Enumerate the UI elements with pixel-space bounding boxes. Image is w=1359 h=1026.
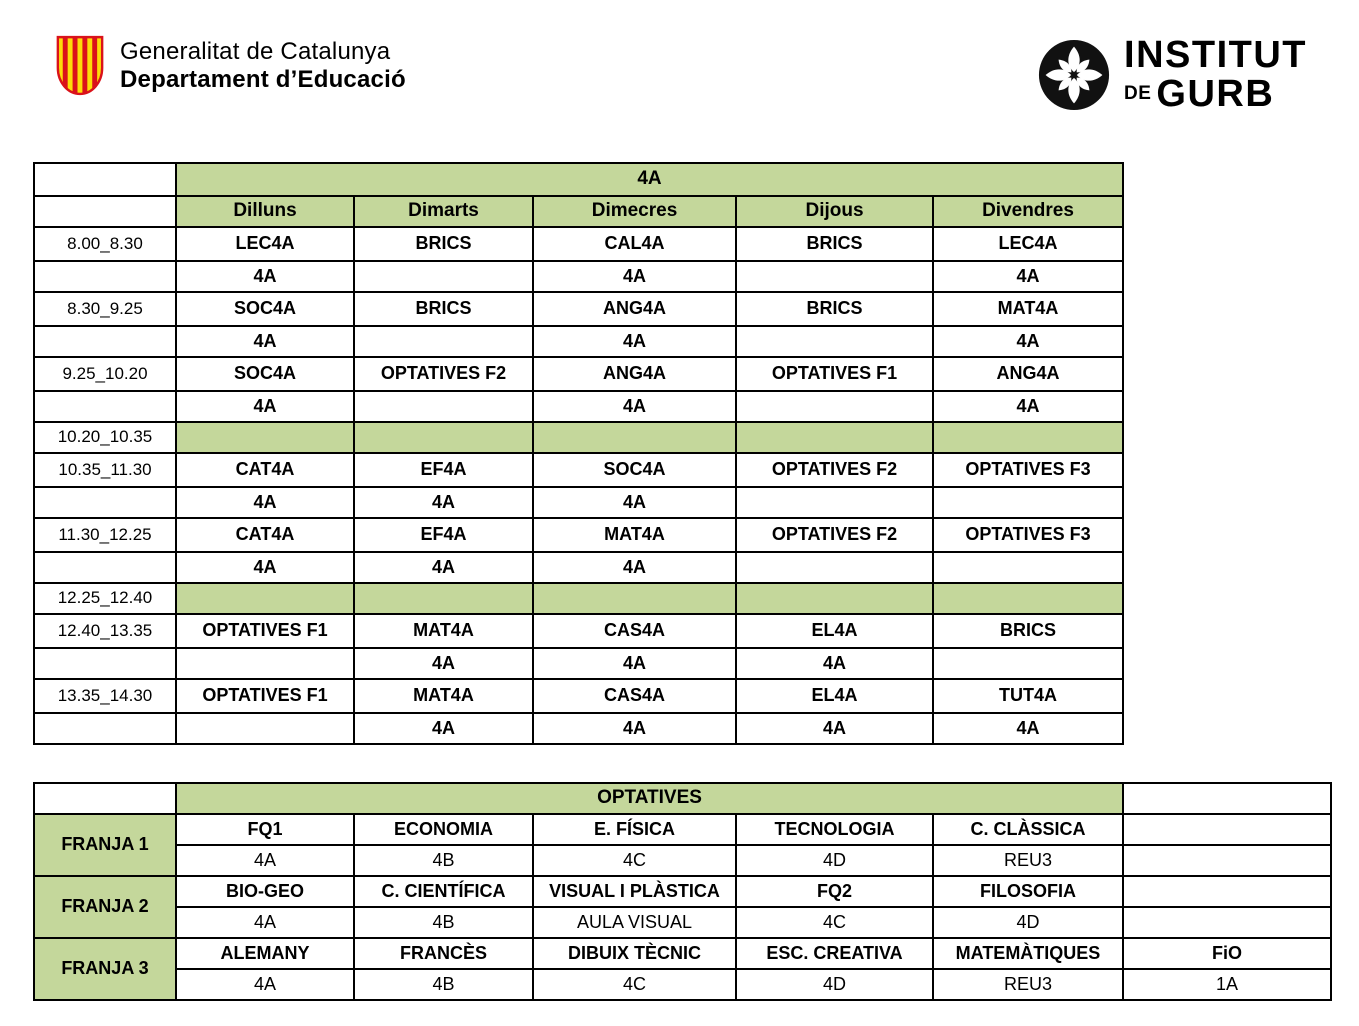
subject-cell: OPTATIVES F2 — [354, 357, 533, 391]
day-header-divendres: Divendres — [933, 196, 1123, 227]
break-cell — [176, 583, 354, 614]
fio-room-cell: 1A — [1123, 969, 1331, 1000]
subject-cell: BRICS — [736, 292, 933, 326]
room-cell: 4A — [354, 648, 533, 679]
day-header-dimarts: Dimarts — [354, 196, 533, 227]
time-slot-blank — [34, 487, 176, 518]
room-cell — [736, 391, 933, 422]
optativa-room-cell: 4C — [533, 845, 736, 876]
optativa-subject-cell: VISUAL I PLÀSTICA — [533, 876, 736, 907]
optatives-title: OPTATIVES — [176, 783, 1123, 814]
break-cell — [933, 422, 1123, 453]
subject-cell: BRICS — [354, 292, 533, 326]
break-cell — [533, 583, 736, 614]
optativa-room-cell: 4A — [176, 845, 354, 876]
room-cell: 4A — [933, 713, 1123, 744]
subject-cell: OPTATIVES F1 — [176, 679, 354, 713]
subject-cell: OPTATIVES F2 — [736, 518, 933, 552]
break-cell — [354, 583, 533, 614]
subject-cell: CAT4A — [176, 453, 354, 487]
room-cell: 4A — [176, 261, 354, 292]
room-cell: 4A — [176, 391, 354, 422]
time-slot: 12.40_13.35 — [34, 614, 176, 648]
room-cell — [354, 261, 533, 292]
ghost-cell — [1123, 783, 1331, 814]
subject-cell: OPTATIVES F2 — [736, 453, 933, 487]
time-slot: 8.00_8.30 — [34, 227, 176, 261]
room-cell: 4A — [933, 391, 1123, 422]
subject-cell: MAT4A — [933, 292, 1123, 326]
subject-cell: MAT4A — [354, 679, 533, 713]
ghost-cell — [1123, 907, 1331, 938]
room-cell: 4A — [533, 487, 736, 518]
institut-gurb-rosette-icon — [1038, 39, 1110, 111]
optativa-room-cell: 4B — [354, 907, 533, 938]
generalitat-name: Generalitat de Catalunya — [120, 38, 391, 65]
subject-cell: BRICS — [354, 227, 533, 261]
optatives-top-left-cell — [34, 783, 176, 814]
break-cell — [533, 422, 736, 453]
optativa-subject-cell: FILOSOFIA — [933, 876, 1123, 907]
room-cell — [736, 326, 933, 357]
optativa-subject-cell: ECONOMIA — [354, 814, 533, 845]
time-slot: 10.20_10.35 — [34, 422, 176, 453]
optativa-subject-cell: ALEMANY — [176, 938, 354, 969]
subject-cell: EF4A — [354, 453, 533, 487]
time-slot: 11.30_12.25 — [34, 518, 176, 552]
break-cell — [354, 422, 533, 453]
subject-cell: CAL4A — [533, 227, 736, 261]
time-slot-blank — [34, 261, 176, 292]
subject-cell: EL4A — [736, 614, 933, 648]
subject-cell: CAT4A — [176, 518, 354, 552]
room-cell: 4A — [533, 326, 736, 357]
room-cell: 4A — [354, 552, 533, 583]
room-cell: 4A — [176, 487, 354, 518]
institut-word: INSTITUT — [1124, 34, 1307, 76]
room-cell — [933, 552, 1123, 583]
subject-cell: SOC4A — [176, 357, 354, 391]
ghost-cell — [1123, 845, 1331, 876]
timetable-title: 4A — [176, 163, 1123, 196]
gurb-word: GURB — [1156, 72, 1275, 115]
subject-cell: LEC4A — [176, 227, 354, 261]
timetable-4a — [33, 162, 1124, 745]
optativa-room-cell: 4A — [176, 907, 354, 938]
subject-cell: ANG4A — [933, 357, 1123, 391]
optativa-room-cell: 4D — [736, 845, 933, 876]
subject-cell: OPTATIVES F3 — [933, 518, 1123, 552]
optativa-room-cell: AULA VISUAL — [533, 907, 736, 938]
room-cell: 4A — [533, 552, 736, 583]
optativa-room-cell: REU3 — [933, 845, 1123, 876]
subject-cell: SOC4A — [176, 292, 354, 326]
optativa-room-cell: REU3 — [933, 969, 1123, 1000]
room-cell — [933, 648, 1123, 679]
time-slot-blank — [34, 552, 176, 583]
generalitat-logo-block — [54, 34, 406, 98]
room-cell: 4A — [533, 648, 736, 679]
room-cell: 4A — [354, 487, 533, 518]
ghost-cell — [1123, 876, 1331, 907]
subject-cell: EL4A — [736, 679, 933, 713]
room-cell: 4A — [176, 326, 354, 357]
day-header-dilluns: Dilluns — [176, 196, 354, 227]
room-cell: 4A — [736, 713, 933, 744]
franja-1-label: FRANJA 1 — [34, 814, 176, 876]
room-cell: 4A — [933, 326, 1123, 357]
spacer — [34, 196, 176, 227]
time-slot: 10.35_11.30 — [34, 453, 176, 487]
optativa-subject-cell: FQ2 — [736, 876, 933, 907]
room-cell: 4A — [533, 713, 736, 744]
institut-logo-block — [1038, 36, 1307, 114]
ghost-cell — [1123, 814, 1331, 845]
room-cell — [736, 552, 933, 583]
optatives-table — [33, 782, 1332, 1001]
time-slot-blank — [34, 391, 176, 422]
time-slot-blank — [34, 326, 176, 357]
departament-name: Departament d’Educació — [120, 66, 406, 93]
senyera-shield-icon — [54, 34, 106, 98]
optativa-subject-cell: MATEMÀTIQUES — [933, 938, 1123, 969]
subject-cell: SOC4A — [533, 453, 736, 487]
optativa-subject-cell: TECNOLOGIA — [736, 814, 933, 845]
de-word: DE — [1124, 83, 1152, 105]
room-cell: 4A — [933, 261, 1123, 292]
time-slot: 9.25_10.20 — [34, 357, 176, 391]
time-slot-blank — [34, 648, 176, 679]
time-slot: 13.35_14.30 — [34, 679, 176, 713]
break-cell — [933, 583, 1123, 614]
optativa-subject-cell: FQ1 — [176, 814, 354, 845]
room-cell — [736, 487, 933, 518]
optativa-subject-cell: C. CIENTÍFICA — [354, 876, 533, 907]
subject-cell: BRICS — [933, 614, 1123, 648]
optativa-subject-cell: DIBUIX TÈCNIC — [533, 938, 736, 969]
subject-cell: BRICS — [736, 227, 933, 261]
subject-cell: TUT4A — [933, 679, 1123, 713]
subject-cell: CAS4A — [533, 679, 736, 713]
optativa-subject-cell: ESC. CREATIVA — [736, 938, 933, 969]
time-slot: 12.25_12.40 — [34, 583, 176, 614]
room-cell: 4A — [176, 552, 354, 583]
optativa-room-cell: 4C — [736, 907, 933, 938]
break-cell — [736, 422, 933, 453]
subject-cell: OPTATIVES F1 — [736, 357, 933, 391]
break-cell — [176, 422, 354, 453]
break-cell — [736, 583, 933, 614]
room-cell: 4A — [533, 261, 736, 292]
optativa-subject-cell: FRANCÈS — [354, 938, 533, 969]
room-cell — [176, 648, 354, 679]
franja-3-label: FRANJA 3 — [34, 938, 176, 1000]
subject-cell: MAT4A — [354, 614, 533, 648]
page-header — [0, 0, 1359, 114]
room-cell: 4A — [736, 648, 933, 679]
franja-2-label: FRANJA 2 — [34, 876, 176, 938]
optativa-room-cell: 4B — [354, 845, 533, 876]
optativa-room-cell: 4D — [933, 907, 1123, 938]
optativa-room-cell: 4B — [354, 969, 533, 1000]
room-cell — [736, 261, 933, 292]
optativa-room-cell: 4A — [176, 969, 354, 1000]
subject-cell: ANG4A — [533, 357, 736, 391]
room-cell: 4A — [354, 713, 533, 744]
subject-cell: ANG4A — [533, 292, 736, 326]
room-cell — [354, 326, 533, 357]
room-cell — [176, 713, 354, 744]
room-cell — [933, 487, 1123, 518]
subject-cell: CAS4A — [533, 614, 736, 648]
optativa-room-cell: 4C — [533, 969, 736, 1000]
subject-cell: OPTATIVES F1 — [176, 614, 354, 648]
day-header-dimecres: Dimecres — [533, 196, 736, 227]
optativa-subject-cell: E. FÍSICA — [533, 814, 736, 845]
room-cell: 4A — [533, 391, 736, 422]
subject-cell: LEC4A — [933, 227, 1123, 261]
room-cell — [354, 391, 533, 422]
optativa-subject-cell: BIO-GEO — [176, 876, 354, 907]
subject-cell: EF4A — [354, 518, 533, 552]
optativa-room-cell: 4D — [736, 969, 933, 1000]
fio-subject-cell: FiO — [1123, 938, 1331, 969]
day-header-dijous: Dijous — [736, 196, 933, 227]
subject-cell: OPTATIVES F3 — [933, 453, 1123, 487]
optativa-subject-cell: C. CLÀSSICA — [933, 814, 1123, 845]
time-slot: 8.30_9.25 — [34, 292, 176, 326]
top-left-spacer — [34, 163, 176, 196]
subject-cell: MAT4A — [533, 518, 736, 552]
time-slot-blank — [34, 713, 176, 744]
